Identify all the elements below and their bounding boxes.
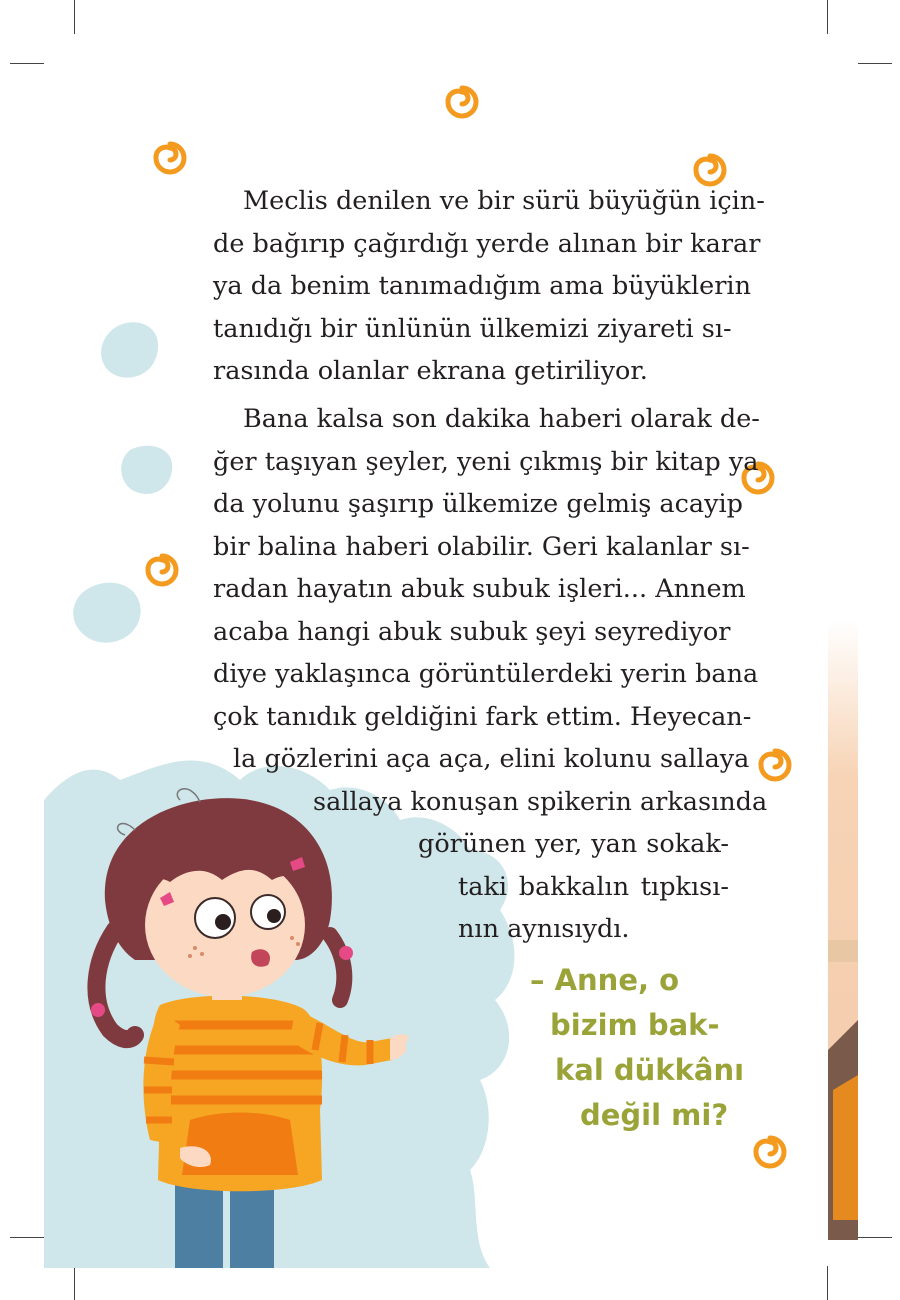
swirl-icon — [150, 138, 190, 178]
text-line: la gözlerini açа aça, elini kolunu sallaya — [233, 744, 750, 774]
text-line: ğer taşıyan şeyler, yeni çıkmış bir kitap ya — [213, 446, 759, 477]
text-line: diye yaklaşınca görüntülerdeki yerin bana — [213, 659, 759, 689]
swirl-icon — [750, 1132, 790, 1172]
dialog-line: – Anne, o — [530, 963, 680, 997]
dialog-quote — [520, 958, 745, 1138]
text-line: tanıdığı bir ünlünün ülkemizi ziyareti sı- — [213, 313, 732, 344]
next-page-illustration-edge — [828, 620, 858, 1240]
text-line: nın aynısıydı. — [458, 914, 630, 944]
text-line: sallaya konuşan spikerin arkasında — [313, 786, 768, 817]
dialog-line: değil mi? — [580, 1098, 729, 1132]
text-line: de bağırıp çağırdığı yerde alınan bir karar — [213, 228, 761, 259]
dialog-line: kal dükkânı — [555, 1053, 745, 1087]
text-line: radan hayatın abuk subuk işleri... Annem — [213, 574, 746, 604]
swirl-icon — [755, 745, 795, 785]
text-line: görünen yer, yan sokak- — [418, 829, 729, 859]
text-line: çok tanıdık geldiğini fark ettim. Heyecan- — [213, 701, 752, 732]
text-line: acaba hangi abuk subuk şeyi seyrediyor — [213, 616, 731, 647]
text-line: ya da benim tanımadığım ama büyüklerin — [213, 271, 752, 301]
girl-illustration — [40, 770, 420, 1268]
dialog-line: bizim bak- — [550, 1008, 720, 1042]
paragraph-1 — [213, 180, 765, 393]
text-line: rasında olanlar ekrana getiriliyor. — [213, 356, 648, 386]
text-line: Bana kalsa son dakika haberi olarak de- — [243, 404, 760, 434]
swirl-icon — [142, 550, 182, 590]
text-line: da yolunu şaşırıp ülkemize gelmiş acayip — [213, 489, 743, 519]
text-line: bir balina haberi olabilir. Geri kalanlar sı- — [213, 531, 750, 562]
text-line: taki bakkalın tıpkısı- — [458, 871, 729, 902]
text-line: Meclis denilen ve bir sürü büyüğün için- — [243, 186, 765, 216]
swirl-icon — [442, 82, 482, 122]
